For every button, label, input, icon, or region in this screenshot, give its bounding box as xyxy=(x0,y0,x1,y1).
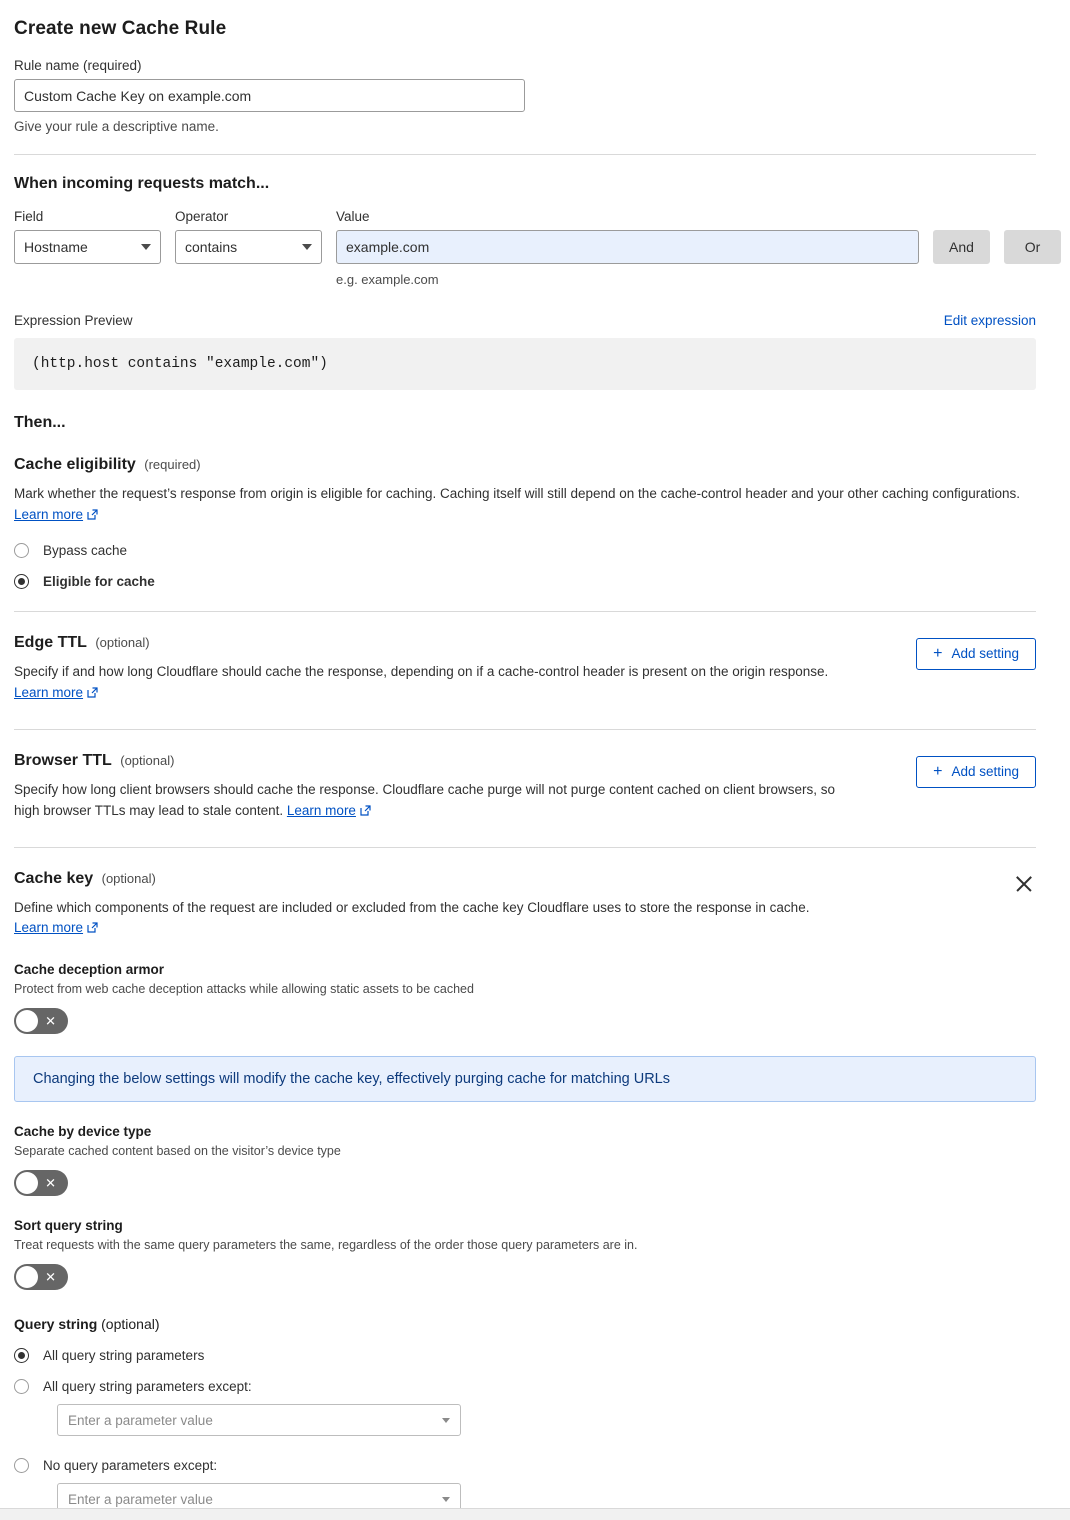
cache-by-device-type-description: Separate cached content based on the visitor’s device type xyxy=(14,1144,341,1159)
value-label: Value xyxy=(336,209,370,224)
cache-key-optional: (optional) xyxy=(101,870,156,886)
radio-no-query-parameters-except[interactable] xyxy=(14,1458,1036,1473)
divider xyxy=(14,729,1036,730)
edge-ttl-optional: (optional) xyxy=(95,634,150,650)
radio-label: All query string parameters xyxy=(43,1348,205,1364)
cache-deception-armor-description: Protect from web cache deception attacks while allowing static assets to be cached xyxy=(14,982,474,997)
cache-eligibility-title: Cache eligibility xyxy=(14,456,136,473)
rule-name-label: Rule name (required) xyxy=(14,58,142,73)
radio-icon[interactable] xyxy=(14,574,29,589)
or-button[interactable]: Or xyxy=(1004,230,1061,264)
rule-name-input[interactable] xyxy=(14,79,525,112)
cache-key-learn-more[interactable]: Learn more xyxy=(14,920,84,936)
external-link-icon xyxy=(360,802,371,823)
browser-ttl-add-setting-label: Add setting xyxy=(951,764,1019,780)
external-link-icon xyxy=(87,919,98,940)
cache-by-device-type-toggle[interactable] xyxy=(14,1170,68,1196)
browser-ttl-left xyxy=(14,752,864,823)
toggle-off-icon: ✕ xyxy=(45,1269,56,1285)
edge-ttl-section xyxy=(14,634,1036,705)
radio-label: Eligible for cache xyxy=(43,573,155,589)
divider xyxy=(14,611,1036,612)
radio-eligible-for-cache[interactable] xyxy=(14,574,1036,589)
cache-deception-armor-toggle[interactable] xyxy=(14,1008,68,1034)
bottom-bar xyxy=(0,1508,1070,1520)
plus-icon: + xyxy=(933,762,943,780)
cache-key-description-text: Define which components of the request are included or excluded from the cache key Cloudflare uses to store the response in cache. xyxy=(14,899,810,915)
radio-bypass-cache[interactable] xyxy=(14,543,1036,558)
cache-eligibility-description xyxy=(14,484,1024,527)
browser-ttl-description-text: Specify how long client browsers should cache the response. Cloudflare cache purge will not purge content cached on client browsers, so high browser TTLs may lead to stale content. xyxy=(14,781,835,818)
all-except-parameter-placeholder: Enter a parameter value xyxy=(68,1412,213,1428)
page-title: Create new Cache Rule xyxy=(14,18,227,39)
all-except-parameter-input[interactable] xyxy=(57,1404,461,1436)
radio-label: No query parameters except: xyxy=(43,1458,218,1474)
operator-select[interactable] xyxy=(175,230,322,264)
radio-label: Bypass cache xyxy=(43,542,128,558)
toggle-knob xyxy=(16,1010,38,1032)
edge-ttl-add-setting-button[interactable] xyxy=(916,638,1036,670)
operator-column xyxy=(175,209,322,264)
value-column xyxy=(336,209,919,287)
external-link-icon xyxy=(87,506,98,527)
rule-name-help: Give your rule a descriptive name. xyxy=(14,119,219,134)
chevron-down-icon xyxy=(141,244,151,250)
cache-by-device-type-label: Cache by device type xyxy=(14,1124,152,1140)
browser-ttl-section xyxy=(14,752,1036,823)
toggle-knob xyxy=(16,1266,38,1288)
field-select-value: Hostname xyxy=(24,239,88,255)
cache-key-description xyxy=(14,898,809,941)
browser-ttl-optional: (optional) xyxy=(120,752,175,768)
close-icon[interactable] xyxy=(1012,872,1036,896)
field-label: Field xyxy=(14,209,44,224)
expression-preview-box: (http.host contains "example.com") xyxy=(14,338,1036,390)
edit-expression-link[interactable]: Edit expression xyxy=(943,313,1036,328)
divider xyxy=(14,154,1036,155)
query-string-title: Query string xyxy=(14,1316,98,1333)
query-string-title-row xyxy=(14,1316,1036,1332)
sort-query-string-toggle[interactable] xyxy=(14,1264,68,1290)
sort-query-string-label: Sort query string xyxy=(14,1218,123,1234)
radio-icon[interactable] xyxy=(14,1458,29,1473)
browser-ttl-title: Browser TTL xyxy=(14,751,112,769)
value-input[interactable] xyxy=(336,230,919,264)
divider xyxy=(14,847,1036,848)
chevron-down-icon xyxy=(442,1497,450,1502)
cache-key-title: Cache key xyxy=(14,869,94,887)
operator-select-value: contains xyxy=(185,239,238,255)
plus-icon: + xyxy=(933,644,943,662)
edge-ttl-add-setting-label: Add setting xyxy=(951,646,1019,662)
toggle-off-icon: ✕ xyxy=(45,1175,56,1191)
cache-key-title-row xyxy=(14,870,809,888)
cache-deception-armor-label: Cache deception armor xyxy=(14,962,165,978)
browser-ttl-description xyxy=(14,780,864,823)
browser-ttl-add-setting-button[interactable] xyxy=(916,756,1036,788)
cache-eligibility-title-row xyxy=(14,456,1036,474)
browser-ttl-title-row xyxy=(14,752,864,770)
and-button[interactable]: And xyxy=(933,230,990,264)
edge-ttl-description-text: Specify if and how long Cloudflare should cache the response, depending on if a cache-control header is present on the origin response. xyxy=(14,663,829,679)
edge-ttl-title-row xyxy=(14,634,864,652)
chevron-down-icon xyxy=(302,244,312,250)
edge-ttl-description xyxy=(14,662,864,705)
toggle-off-icon: ✕ xyxy=(45,1013,56,1029)
cache-eligibility-required: (required) xyxy=(144,457,201,472)
chevron-down-icon xyxy=(442,1418,450,1423)
edge-ttl-left xyxy=(14,634,864,705)
then-heading: Then... xyxy=(14,414,66,431)
no-except-parameter-placeholder: Enter a parameter value xyxy=(68,1491,213,1507)
radio-label: All query string parameters except: xyxy=(43,1379,252,1395)
expression-preview-label: Expression Preview xyxy=(14,313,133,328)
field-column xyxy=(14,209,161,264)
cache-eligibility-learn-more[interactable]: Learn more xyxy=(14,506,84,522)
rule-name-group xyxy=(14,58,1036,134)
edge-ttl-title: Edge TTL xyxy=(14,633,87,651)
external-link-icon xyxy=(87,684,98,705)
radio-all-query-string-parameters[interactable] xyxy=(14,1348,1036,1363)
radio-icon[interactable] xyxy=(14,1379,29,1394)
match-row xyxy=(14,209,1041,287)
radio-all-query-string-parameters-except[interactable] xyxy=(14,1379,1036,1394)
field-select[interactable] xyxy=(14,230,161,264)
query-string-optional: (optional) xyxy=(101,1316,160,1333)
cache-key-left xyxy=(14,870,809,941)
expression-header xyxy=(14,313,1036,328)
cache-key-notice: Changing the below settings will modify the cache key, effectively purging cache for matching URLs xyxy=(14,1056,1036,1102)
cache-key-section xyxy=(14,870,1036,941)
browser-ttl-learn-more[interactable]: Learn more xyxy=(286,802,356,818)
toggle-knob xyxy=(16,1172,38,1194)
value-hint: e.g. example.com xyxy=(336,272,439,287)
match-heading: When incoming requests match... xyxy=(14,175,270,192)
edge-ttl-learn-more[interactable]: Learn more xyxy=(14,684,84,700)
or-column xyxy=(1004,209,1061,264)
operator-label: Operator xyxy=(175,209,229,224)
cache-eligibility-description-text: Mark whether the request’s response from origin is eligible for caching. Caching itself will still depend on the cache-control header and your other caching configurations. xyxy=(14,486,1021,501)
radio-icon[interactable] xyxy=(14,1348,29,1363)
sort-query-string-description: Treat requests with the same query parameters the same, regardless of the order those query parameters are in. xyxy=(14,1238,638,1253)
and-column xyxy=(933,209,990,264)
radio-icon[interactable] xyxy=(14,543,29,558)
